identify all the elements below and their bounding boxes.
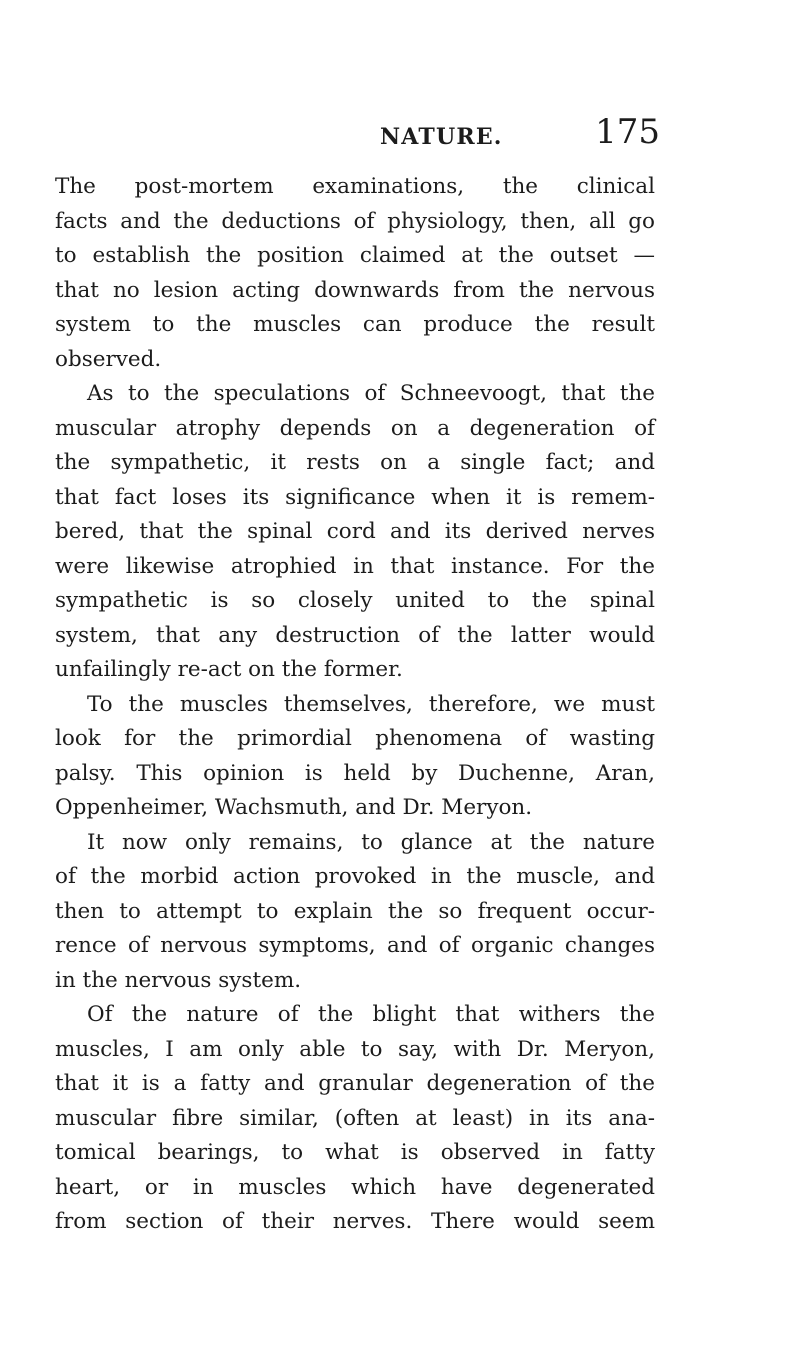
text-line: in the nervous system. — [55, 967, 302, 993]
text-line: to establish the position claimed at the outset — — [55, 243, 655, 268]
text-line: muscular atrophy depends on a degeneration of — [55, 415, 655, 441]
text-line: were likewise atrophied in that instance. For the — [55, 553, 655, 579]
body-text — [55, 170, 655, 1240]
text-line: Of the nature of the blight that withers the — [87, 1002, 655, 1027]
text-line: observed. — [55, 346, 162, 372]
text-line: that no lesion acting downwards from the nervous — [55, 277, 655, 303]
text-line: that fact loses its significance when it is remem- — [55, 484, 655, 510]
text-line: heart, or in muscles which have degenerated — [55, 1174, 655, 1200]
text-line: unfailingly re-act on the former. — [55, 657, 403, 682]
text-line: from section of their nerves. There would seem — [55, 1209, 655, 1234]
text-line: of the morbid action provoked in the muscle, and — [55, 864, 655, 889]
page-number: 175 — [595, 112, 660, 152]
text-line: tomical bearings, to what is observed in fatty — [55, 1140, 655, 1165]
text-line: Oppenheimer, Wachsmuth, and Dr. Meryon. — [55, 795, 533, 820]
text-line: the sympathetic, it rests on a single fact; and — [55, 450, 655, 475]
text-line: then to attempt to explain the so frequent occur- — [55, 898, 655, 924]
text-line: facts and the deductions of physiology, then, all go — [55, 208, 655, 234]
text-line: system, that any destruction of the latter would — [55, 622, 655, 648]
text-line: sympathetic is so closely united to the spinal — [55, 588, 655, 613]
text-line: The post-mortem examinations, the clinical — [55, 174, 655, 199]
text-line: palsy. This opinion is held by Duchenne, Aran, — [55, 760, 655, 786]
text-line: To the muscles themselves, therefore, we must — [87, 691, 655, 717]
running-head — [60, 112, 660, 158]
text-line: As to the speculations of Schneevoogt, that the — [87, 381, 655, 406]
text-line: bered, that the spinal cord and its derived nerves — [55, 519, 655, 544]
text-line: muscles, I am only able to say, with Dr. Meryon, — [55, 1036, 655, 1062]
text-line: that it is a fatty and granular degeneration of the — [55, 1071, 655, 1096]
text-line: system to the muscles can produce the result — [55, 312, 655, 337]
text-line: rence of nervous symptoms, and of organic changes — [55, 933, 655, 958]
text-line: It now only remains, to glance at the nature — [87, 829, 655, 855]
text-line: look for the primordial phenomena of wasting — [55, 726, 655, 751]
text-line: muscular fibre similar, (often at least) in its ana- — [55, 1105, 655, 1131]
running-title: NATURE. — [380, 124, 503, 150]
